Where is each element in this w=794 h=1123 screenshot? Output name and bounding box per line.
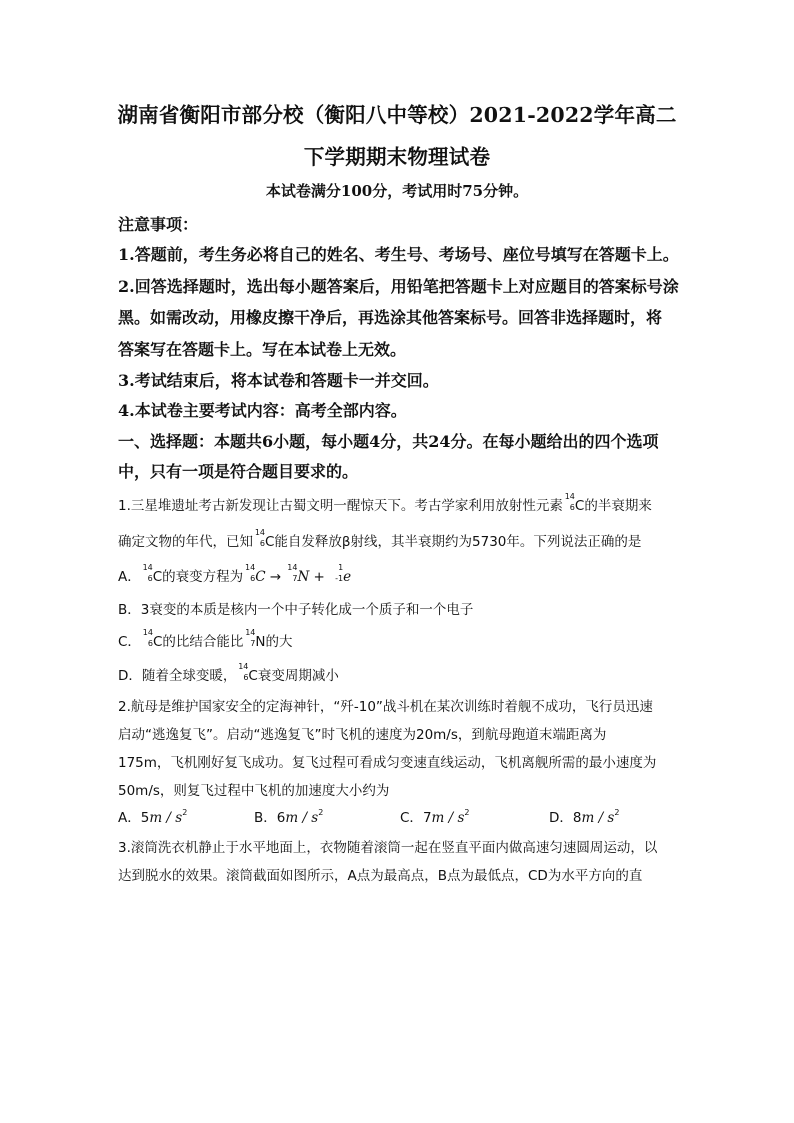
notice-item-3: 3.考试结束后，将本试卷和答题卡一并交回。 xyxy=(118,371,439,390)
section1-heading-line2: 中，只有一项是符合题目要求的。 xyxy=(118,462,359,481)
q2-option-b: B．$6m / s^2$ xyxy=(254,808,324,826)
notice-item-1: 1.答题前，考生务必将自己的姓名、考生号、考场号、座位号填写在答题卡上。 xyxy=(118,245,679,264)
notice-item-4: 4.本试卷主要考试内容：高考全部内容。 xyxy=(118,401,407,420)
exam-title-line2: 下学期期末物理试卷 xyxy=(303,145,491,169)
q2-stem-line3: 175m，飞机刚好复飞成功。复飞过程可看成匀变速直线运动，飞机离舰所需的最小速度为 xyxy=(118,755,657,771)
notice-item-2-line2: 黑。如需改动，用橡皮擦干净后，再选涂其他答案标号。回答非选择题时，将 xyxy=(118,308,663,327)
q1-stem-line2: 确定文物的年代，已知 14 6 C能自发释放β射线，其半衰期约为5730年。下列说法正确的是 xyxy=(118,528,642,550)
isotope-c14: 14 6 xyxy=(254,528,265,548)
section1-heading-line1: 一、选择题：本题共6小题，每小题4分，共24分。在每小题给出的四个选项 xyxy=(118,432,659,451)
notice-item-2-line3: 答案写在答题卡上。写在本试卷上无效。 xyxy=(118,340,407,359)
arrow-icon: → xyxy=(269,569,282,585)
exam-title-line1: 湖南省衡阳市部分校（衡阳八中等校）2021-2022学年高二 xyxy=(117,103,677,127)
q1-option-b: B．3衰变的本质是核内一个中子转化成一个质子和一个电子 xyxy=(118,602,474,618)
q2-option-c: C．$7m / s^2$ xyxy=(400,808,470,826)
isotope-c14: 14 6 xyxy=(564,492,575,512)
notice-heading: 注意事项： xyxy=(118,215,199,234)
q2-stem-line4: 50m/s，则复飞过程中飞机的加速度大小约为 xyxy=(118,783,390,799)
q1-option-c: C． 14 6 C的比结合能比 14 7 N的大 xyxy=(118,628,293,650)
q3-stem-line2: 达到脱水的效果。滚筒截面如图所示，A点为最高点，B点为最低点，CD为水平方向的直 xyxy=(118,868,643,884)
exam-subtitle: 本试卷满分100分，考试用时75分钟。 xyxy=(265,182,529,200)
q2-stem-line1: 2.航母是维护国家安全的定海神针，“歼-10”战斗机在某次训练时着舰不成功，飞行员迅速 xyxy=(118,699,653,715)
q2-stem-line2: 启动“逃逸复飞”。启动“逃逸复飞”时飞机的速度为20m/s，到航母跑道末端距离为 xyxy=(118,727,607,743)
q1-option-d: D．随着全球变暖， 14 6 C衰变周期减小 xyxy=(118,662,339,684)
q1-option-a: A． 14 6 C的衰变方程为 14 6 C → 14 7 N + 1 -1 e xyxy=(118,563,352,585)
notice-item-2-line1: 2.回答选择题时，选出每小题答案后，用铅笔把答题卡上对应题目的答案标号涂 xyxy=(118,277,679,296)
q2-option-d: D．$8m / s^2$ xyxy=(549,808,620,826)
q3-stem-line1: 3.滚筒洗衣机静止于水平地面上，衣物随着滚筒一起在竖直平面内做高速匀速圆周运动，以 xyxy=(118,840,658,856)
q1-stem-line1: 1.三星堆遗址考古新发现让古蜀文明一醒惊天下。考古学家利用放射性元素 14 6 C的半衰期来 xyxy=(118,492,652,514)
q2-option-a: A．$5m / s^2$ xyxy=(118,808,188,826)
